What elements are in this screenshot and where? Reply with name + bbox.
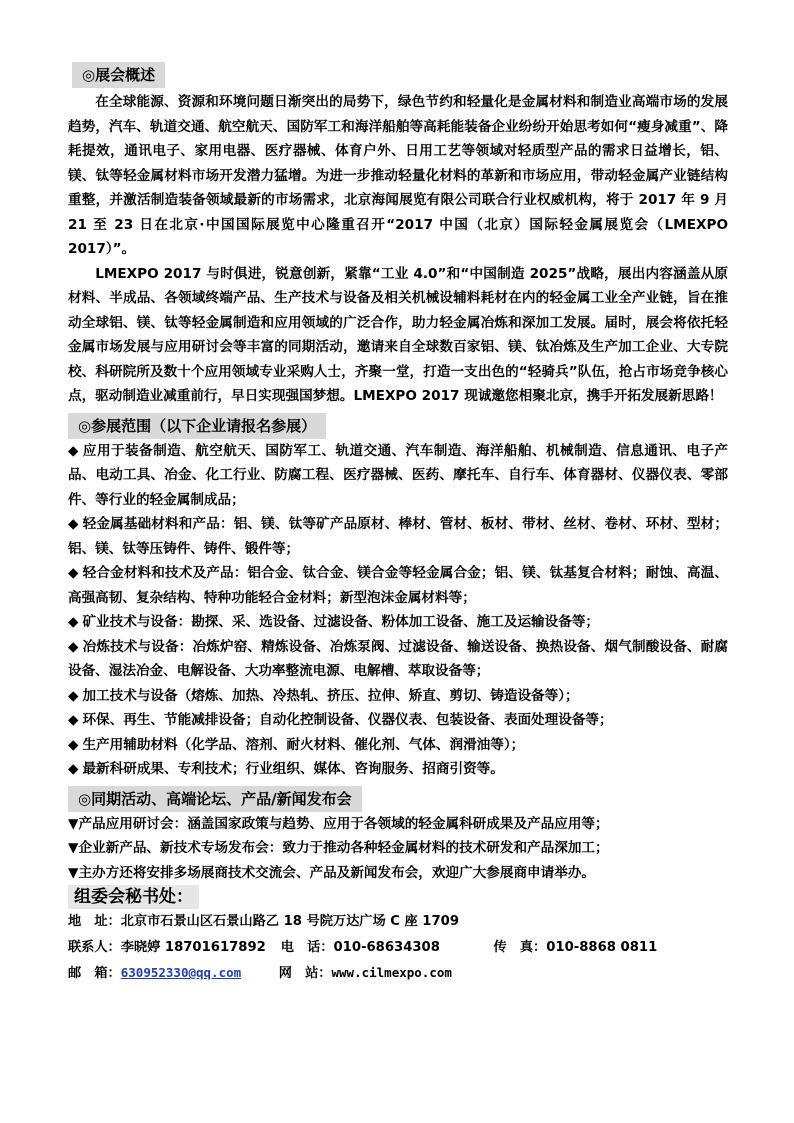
diamond-icon: ◆ xyxy=(68,638,79,655)
email-label: 邮 箱： xyxy=(68,966,121,981)
list-item: ◆ 应用于装备制造、航空航天、国防军工、轨道交通、汽车制造、海洋船舶、机械制造、信息通讯、电子产品、电动工具、冶金、化工行业、防腐工程、医疗器械、医药、摩托车、自行车、体育器材、仪器仪表、零部件、等行业的轻金属制成品； xyxy=(68,442,728,508)
list-item: ◆ 加工技术与设备（熔炼、加热、冷热轧、挤压、拉伸、矫直、剪切、铸造设备等）； xyxy=(68,687,579,704)
list-item: ◆ 环保、再生、节能减排设备；自动化控制设备、仪器仪表、包装设备、表面处理设备等； xyxy=(68,712,613,728)
fax-value: 010-8868 0811 xyxy=(546,939,658,955)
address-value: 北京市石景山区石景山路乙 18 号院万达广场 C 座 1709 xyxy=(120,914,459,929)
phone-label: 电 话： xyxy=(280,939,334,955)
list-item: ◆ 轻金属基础材料和产品：铝、镁、钛等矿产品原材、棒材、管材、板材、带材、丝材、卷材、环材、型材；铝、镁、钛等压铸件、铸件、锻件等； xyxy=(68,516,728,557)
contact-line xyxy=(68,935,728,961)
web-label: 网 站： xyxy=(278,966,332,981)
email-link[interactable]: 630952330@qq.com xyxy=(120,965,242,980)
diamond-icon: ◆ xyxy=(68,442,79,459)
phone-value: 010-68634308 xyxy=(333,939,440,955)
list-item: ◆ 最新科研成果、专利技术；行业组织、媒体、咨询服务、招商引资等。 xyxy=(68,761,504,777)
diamond-icon: ◆ xyxy=(68,614,79,630)
diamond-icon: ◆ xyxy=(68,736,79,753)
diamond-icon: ◆ xyxy=(68,761,79,777)
fax-label: 传 真： xyxy=(493,939,547,955)
triangle-down-icon: ▼ xyxy=(68,815,79,832)
triangle-down-icon: ▼ xyxy=(68,840,79,856)
website-value: www.cilmexpo.com xyxy=(331,965,452,980)
email-line xyxy=(68,960,728,987)
overview-paragraph-2: LMEXPO 2017 与时俱进，锐意创新，紧靠“工业 4.0”和“中国制造 2025”战略，展出内容涵盖从原材料、半成品、各领域终端产品、生产技术与设备及相关机械设辅料耗材在内的轻金属工业全产业链，旨在推动全球铝、镁、钛等轻金属制造和应用领域的广泛合作，助力轻金属冶炼和深加工发展。届时，展会将依托轻金属市场发展与应用研讨会等丰富的同期活动，邀请来自全球数百家铝、镁、钛冶炼及生产加工企业、大专院校、科研院所及数十个应用领域专业采购人士，齐聚一堂，打造一支出色的“轻骑兵”队伍，抢占市场竞争核心点，驱动制造业减重前行，早日实现强国梦想。LMEXPO 2017 现诚邀您相聚北京，携手开拓发展新思路！ xyxy=(68,265,728,404)
list-item: ▼企业新产品、新技术专场发布会：致力于推动各种轻金属材料的技术研发和产品深加工； xyxy=(68,840,609,856)
events-list xyxy=(68,812,728,886)
overview-heading: ◎展会概述 xyxy=(72,62,165,88)
diamond-icon: ◆ xyxy=(68,712,79,728)
diamond-icon: ◆ xyxy=(68,565,79,581)
list-item: ◆ 生产用辅助材料（化学品、溶剂、耐火材料、催化剂、气体、润滑油等）； xyxy=(68,736,525,753)
scope-heading: ◎参展范围（以下企业请报名参展） xyxy=(68,413,326,439)
diamond-icon: ◆ xyxy=(68,687,79,704)
overview-paragraph-1: 在全球能源、资源和环境问题日渐突出的局势下，绿色节约和轻量化是金属材料和制造业高端市场的发展趋势，汽车、轨道交通、航空航天、国防军工和海洋船舶等高耗能装备企业纷纷开始思考如何“瘦身减重”、降耗提效，通讯电子、家用电器、医疗器械、体育户外、日用工艺等领域对轻质型产品的需求日益增长，铝、镁、钛等轻金属材料市场开发潜力猛增。为进一步推动轻量化材料的革新和市场应用，带动轻金属产业链结构重整，并激活制造装备领域最新的市场需求，北京海闻展览有限公司联合行业权威机构，将于 2017 年 9 月 21 至 23 日在北京·中国国际展览中心隆重召开“2017 中国（北京）国际轻金属展览会（LMEXPO 2017）”。 xyxy=(68,94,728,257)
list-item: ◆ 轻合金材料和技术及产品：铝合金、钛合金、镁合金等轻金属合金；铝、镁、钛基复合材料；耐蚀、高温、高强高韧、复杂结构、特种功能轻合金材料；新型泡沫金属材料等； xyxy=(68,565,728,606)
secretariat-heading: 组委会秘书处： xyxy=(68,885,199,909)
contact-value: 李晓婷 18701617892 xyxy=(120,939,266,955)
events-heading: ◎同期活动、高端论坛、产品/新闻发布会 xyxy=(68,786,362,812)
scope-list xyxy=(68,439,728,782)
list-item: ▼主办方还将安排多场展商技术交流会、产品及新闻发布会，欢迎广大参展商申请举办。 xyxy=(68,864,596,881)
list-item: ◆ 矿业技术与设备：勘探、采、选设备、过滤设备、粉体加工设备、施工及运输设备等； xyxy=(68,614,600,630)
address-label: 地 址： xyxy=(68,914,121,929)
triangle-down-icon: ▼ xyxy=(68,864,79,881)
document-page xyxy=(68,62,728,987)
diamond-icon: ◆ xyxy=(68,516,79,532)
list-item: ▼产品应用研讨会：涵盖国家政策与趋势、应用于各领域的轻金属科研成果及产品应用等； xyxy=(68,815,609,832)
address-line xyxy=(68,909,728,935)
contact-label: 联系人： xyxy=(68,939,121,955)
list-item: ◆ 冶炼技术与设备：冶炼炉窑、精炼设备、冶炼泵阀、过滤设备、输送设备、换热设备、烟气制酸设备、耐腐设备、湿法冶金、电解设备、大功率整流电源、电解槽、萃取设备等； xyxy=(68,638,728,679)
